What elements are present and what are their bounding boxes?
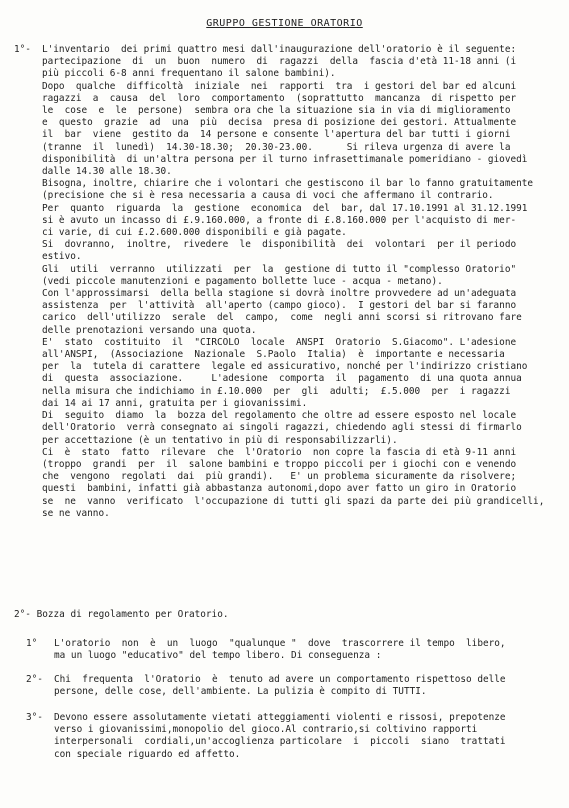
text-line: per la tutela di carattere legale ed assicurativo, nonché per l'indirizzo cristiano [42, 361, 528, 373]
section-2-heading: 2°- Bozza di regolamento per Oratorio. [14, 609, 229, 620]
text-line: (troppo grandi per il salone bambini e troppo piccoli per i giochi con e venendo [42, 458, 517, 470]
text-line: di questa associazione. L'adesione comporta il pagamento di una quota annua [42, 373, 522, 385]
text-line: disponibilità di un'altra persona per il turno infrasettimanale pomeridiano - giovedì [42, 153, 528, 165]
rule-text [54, 712, 559, 761]
text-line: verso i giovanissimi,monopolio del gioco.Al contrario,si coltivino rapporti [54, 724, 478, 736]
text-line: Devono essere assolutamente vietati atteggiamenti violenti e rissosi, prepotenze [54, 712, 506, 723]
text-line: Con l'approssimarsi della bella stagione si dovrà inoltre provvedere ad un'adeguata [42, 288, 517, 300]
text-line: (vedi piccole manutenzioni e pagamento bollette luce - acqua - metano). [42, 275, 443, 287]
text-line: carico dell'utilizzo serale del campo, come negli anni scorsi si ritrovano fare [42, 312, 522, 324]
text-line: Gli utili verranno utilizzati per la gestione di tutto il "complesso Oratorio" [42, 263, 517, 275]
text-line: assistenza per l'attività all'aperto (campo gioco). I gestori del bar si faranno [42, 300, 517, 312]
text-line: con speciale riguardo ed affetto. [54, 748, 241, 760]
text-line: Bisogna, inoltre, chiarire che i volontari che gestiscono il bar lo fanno gratuitamente [42, 178, 534, 190]
text-line: questi bambini, infatti già abbastanza autonomi,dopo aver fatto un giro in Oratorio [42, 483, 517, 495]
rule-text [54, 638, 559, 662]
text-line: L'oratorio non è un luogo "qualunque " dove trascorrere il tempo libero, [54, 638, 506, 649]
text-line: all'ANSPI, (Associazione Nazionale S.Paolo Italia) è importante e necessaria [42, 349, 505, 361]
text-line: Ci è stato fatto rilevare che l'Oratorio non copre la fascia di età 9-11 anni [42, 446, 517, 458]
text-line: ragazzi a causa del loro comportamento (soprattutto mancanza di rispetto per [42, 92, 517, 104]
text-line: ci varie, di cui £.2.600.000 disponibili e già pagate. [42, 227, 347, 239]
text-line: più piccoli 6-8 anni frequentano il salone bambini). [42, 68, 336, 80]
section-1-body [42, 44, 557, 520]
text-line: e questo grazie ad una più decisa presa di posizione dei gestori. Attualmente [42, 117, 517, 129]
rule-number: 3°- [26, 712, 43, 723]
text-line: dalle 14.30 alle 18.30. [42, 166, 172, 178]
text-line: Si dovranno, inoltre, rivedere le disponibilità dei volontari per il periodo [42, 239, 517, 251]
text-line: Dopo qualche difficoltà iniziale nei rapporti tra i gestori del bar ed alcuni [42, 80, 517, 92]
text-line: Per quanto riguarda la gestione economica del bar, dal 17.10.1991 al 31.12.1991 [42, 202, 528, 214]
text-line: E' stato costituito il "CIRCOLO locale ANSPI Oratorio S.Giacomo". L'adesione [42, 336, 517, 348]
text-line: per accettazione (è un tentativo in più di responsabilizzarli). [42, 434, 398, 446]
text-line: Di seguito diamo la bozza del regolamento che oltre ad essere esposto nel locale [42, 410, 517, 422]
text-line: dai 14 ai 17 anni, gratuita per i giovanissimi. [42, 397, 308, 409]
text-line: (tranne il lunedì) 14.30-18.30; 20.30-23.00. Si rileva urgenza di avere la [42, 141, 511, 153]
text-line: ma un luogo "educativo" del tempo libero. Di conseguenza : [54, 650, 382, 662]
text-line: (precisione che si è resa necessaria a causa di voci che affermano il contrario. [42, 190, 494, 202]
rule-text [54, 674, 559, 698]
text-line: delle prenotazioni versando una quota. [42, 324, 257, 336]
text-line: se ne vanno. [42, 507, 110, 519]
text-line: se ne vanno verificato l'occupazione di tutti gli spazi da parte dei più grandicelli, [42, 495, 545, 507]
rule-number: 2°- [26, 674, 43, 685]
section-1-number: 1°- [14, 44, 31, 55]
page-title: GRUPPO GESTIONE ORATORIO [206, 18, 363, 29]
text-line: partecipazione di un buon numero di ragazzi della fascia d'età 11-18 anni (i [42, 56, 517, 68]
text-line: persone, delle cose, dell'ambiente. La pulizia è compito di TUTTI. [54, 686, 427, 698]
text-line: che vengono regolati dai più grandi). E' un problema sicuramente da risolvere; [42, 471, 517, 483]
text-line: L'inventario dei primi quattro mesi dall'inaugurazione dell'oratorio è il seguente: [42, 44, 517, 55]
text-line: si è avuto un incasso di £.9.160.000, a fronte di £.8.160.000 per l'acquisto di mer- [42, 214, 517, 226]
text-line: estivo. [42, 251, 82, 263]
text-line: nella misura che indichiamo in £.10.000 per gli adulti; £.5.000 per i ragazzi [42, 385, 511, 397]
text-line: dell'Oratorio verrà consegnato ai singoli ragazzi, chiedendo agli stessi di firmarlo [42, 422, 522, 434]
text-line: interpersonali cordiali,un'accoglienza particolare i piccoli siano trattati [54, 736, 506, 748]
text-line: le cose e le persone) sembra ora che la situazione sia in via di miglioramento [42, 105, 511, 117]
rule-number: 1° [26, 638, 38, 649]
text-line: il bar viene gestito da 14 persone e consente l'apertura del bar tutti i giorni [42, 129, 511, 141]
text-line: Chi frequenta l'Oratorio è tenuto ad avere un comportamento rispettoso delle [54, 674, 506, 685]
